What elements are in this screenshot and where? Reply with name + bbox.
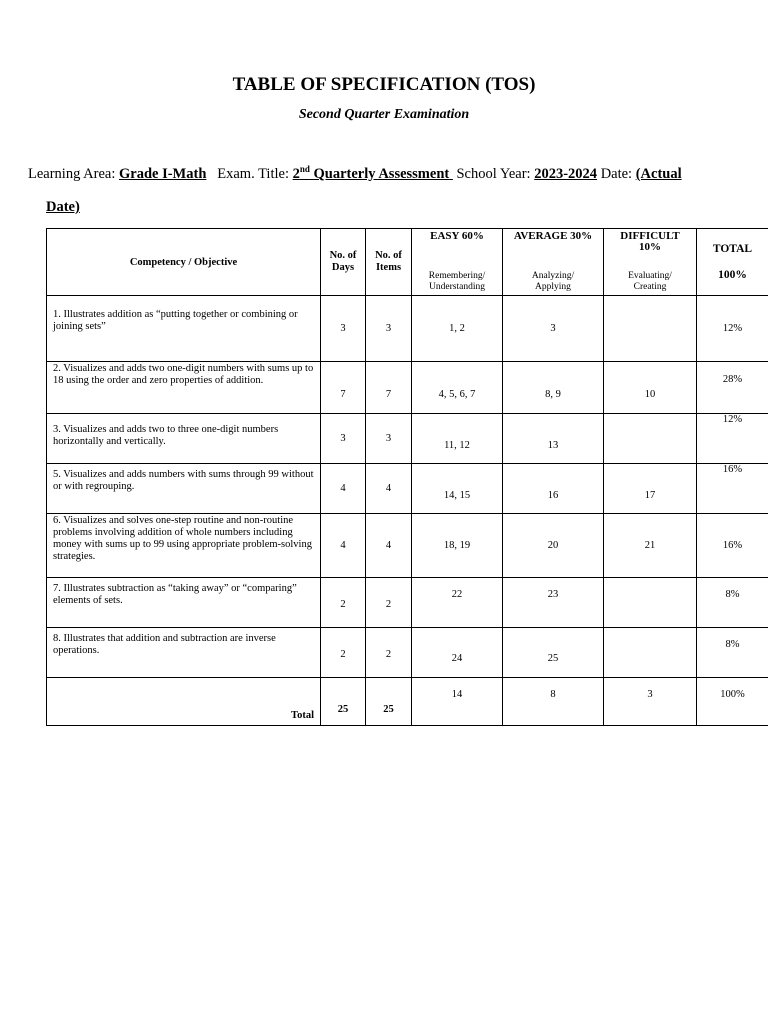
easy-cell: 1, 2 — [412, 296, 503, 362]
exam-title-num: 2 — [292, 166, 300, 182]
table-row — [47, 464, 768, 514]
days-cell: 3 — [321, 414, 366, 464]
items-cell: 7 — [366, 362, 412, 414]
header-competency: Competency / Objective — [47, 229, 321, 296]
header-days-line2: Days — [331, 262, 355, 273]
learning-area-value: Grade I-Math — [119, 166, 207, 182]
header-difficult-sub-line2: Creating — [633, 282, 667, 292]
header-difficult-label — [604, 231, 696, 253]
days-cell: 3 — [321, 296, 366, 362]
meta-line-1 — [28, 158, 758, 191]
items-cell: 4 — [366, 464, 412, 514]
easy-cell: 4, 5, 6, 7 — [412, 362, 503, 414]
total-cell: 16% — [697, 514, 768, 578]
items-cell: 2 — [366, 628, 412, 678]
total-days-cell: 25 — [321, 678, 366, 726]
average-cell: 13 — [503, 414, 604, 464]
total-cell: 8% — [697, 628, 768, 678]
total-cell: 16% — [697, 464, 768, 514]
easy-cell: 18, 19 — [412, 514, 503, 578]
competency-cell: 5. Visualizes and adds numbers with sums through 99 without or with regrouping. — [47, 464, 321, 514]
difficult-cell — [604, 296, 697, 362]
header-easy-sub — [412, 271, 502, 293]
average-cell: 3 — [503, 296, 604, 362]
difficult-cell — [604, 578, 697, 628]
header-items-line1: No. of — [375, 250, 402, 261]
header-easy-label: EASY 60% — [430, 230, 484, 242]
header-difficult-sub — [604, 271, 696, 293]
table-row — [47, 296, 768, 362]
learning-area-label: Learning Area: — [28, 166, 116, 182]
total-cell: 28% — [697, 362, 768, 414]
header-average-sub-line2: Applying — [535, 282, 571, 292]
specification-table — [46, 228, 768, 726]
total-items-cell: 25 — [366, 678, 412, 726]
header-items — [366, 229, 412, 296]
school-year-label: School Year: — [456, 166, 531, 182]
average-cell: 16 — [503, 464, 604, 514]
header-total-line2: 100% — [718, 269, 747, 281]
table-row — [47, 578, 768, 628]
days-cell: 2 — [321, 578, 366, 628]
header-days — [321, 229, 366, 296]
average-cell: 25 — [503, 628, 604, 678]
difficult-cell — [604, 414, 697, 464]
items-cell: 4 — [366, 514, 412, 578]
document-subtitle: Second Quarter Examination — [298, 107, 470, 122]
date-value-part1: (Actual — [635, 166, 682, 182]
difficult-cell — [604, 628, 697, 678]
total-cell: 12% — [697, 414, 768, 464]
document-title: TABLE OF SPECIFICATION (TOS) — [232, 74, 536, 95]
total-average-cell: 8 — [503, 678, 604, 726]
exam-title-rest: Quarterly Assessment — [309, 166, 450, 182]
difficult-cell: 10 — [604, 362, 697, 414]
total-difficult-cell: 3 — [604, 678, 697, 726]
exam-title-label: Exam. Title: — [217, 166, 289, 182]
easy-cell: 11, 12 — [412, 414, 503, 464]
header-difficult-sub-line1: Evaluating/ — [628, 271, 672, 281]
days-cell: 4 — [321, 514, 366, 578]
competency-cell: 1. Illustrates addition as “putting together or combining or joining sets” — [47, 296, 321, 362]
competency-cell: 7. Illustrates subtraction as “taking away” or “comparing” elements of sets. — [47, 578, 321, 628]
days-cell: 2 — [321, 628, 366, 678]
total-cell: 12% — [697, 296, 768, 362]
header-easy-sub-line2: Understanding — [429, 282, 485, 292]
header-average — [503, 229, 604, 296]
days-cell: 7 — [321, 362, 366, 414]
easy-cell: 22 — [412, 578, 503, 628]
date-label: Date: — [600, 166, 633, 182]
header-average-sub-line1: Analyzing/ — [531, 271, 575, 281]
average-cell: 20 — [503, 514, 604, 578]
date-value-part2: Date) — [46, 199, 80, 215]
table-row — [47, 628, 768, 678]
header-items-line2: Items — [375, 262, 402, 273]
table-row — [47, 514, 768, 578]
competency-cell: 8. Illustrates that addition and subtraction are inverse operations. — [47, 628, 321, 678]
header-difficult-line2: 10% — [639, 241, 661, 253]
table-header-row — [47, 229, 768, 296]
header-average-sub — [503, 271, 603, 293]
easy-cell: 14, 15 — [412, 464, 503, 514]
competency-cell: 6. Visualizes and solves one-step routine and non-routine problems involving addition of whole numbers including money with sums up to 99 using appropriate problem-solving strategies. — [47, 514, 321, 578]
header-days-line1: No. of — [329, 250, 357, 261]
days-cell: 4 — [321, 464, 366, 514]
table-total-row — [47, 678, 768, 726]
difficult-cell: 21 — [604, 514, 697, 578]
easy-cell: 24 — [412, 628, 503, 678]
exam-title-sup: nd — [299, 164, 310, 175]
items-cell: 2 — [366, 578, 412, 628]
exam-meta — [28, 158, 758, 224]
header-easy — [412, 229, 503, 296]
table-row — [47, 414, 768, 464]
total-label-cell: Total — [47, 678, 321, 726]
total-easy-cell: 14 — [412, 678, 503, 726]
items-cell: 3 — [366, 414, 412, 464]
items-cell: 3 — [366, 296, 412, 362]
header-total-line1: TOTAL — [712, 243, 753, 255]
header-difficult — [604, 229, 697, 296]
header-total — [697, 229, 768, 296]
header-average-label: AVERAGE 30% — [513, 230, 593, 242]
difficult-cell: 17 — [604, 464, 697, 514]
exam-title-value — [293, 166, 453, 182]
total-cell: 8% — [697, 578, 768, 628]
competency-cell: 3. Visualizes and adds two to three one-digit numbers horizontally and vertically. — [47, 414, 321, 464]
average-cell: 23 — [503, 578, 604, 628]
header-difficult-line1: DIFFICULT — [620, 230, 680, 242]
meta-line-2 — [28, 191, 758, 224]
header-easy-sub-line1: Remembering/ — [428, 271, 486, 281]
table-row — [47, 362, 768, 414]
competency-cell: 2. Visualizes and adds two one-digit numbers with sums up to 18 using the order and zero properties of addition. — [47, 362, 321, 414]
school-year-value: 2023-2024 — [534, 166, 598, 182]
total-total-cell: 100% — [697, 678, 768, 726]
average-cell: 8, 9 — [503, 362, 604, 414]
